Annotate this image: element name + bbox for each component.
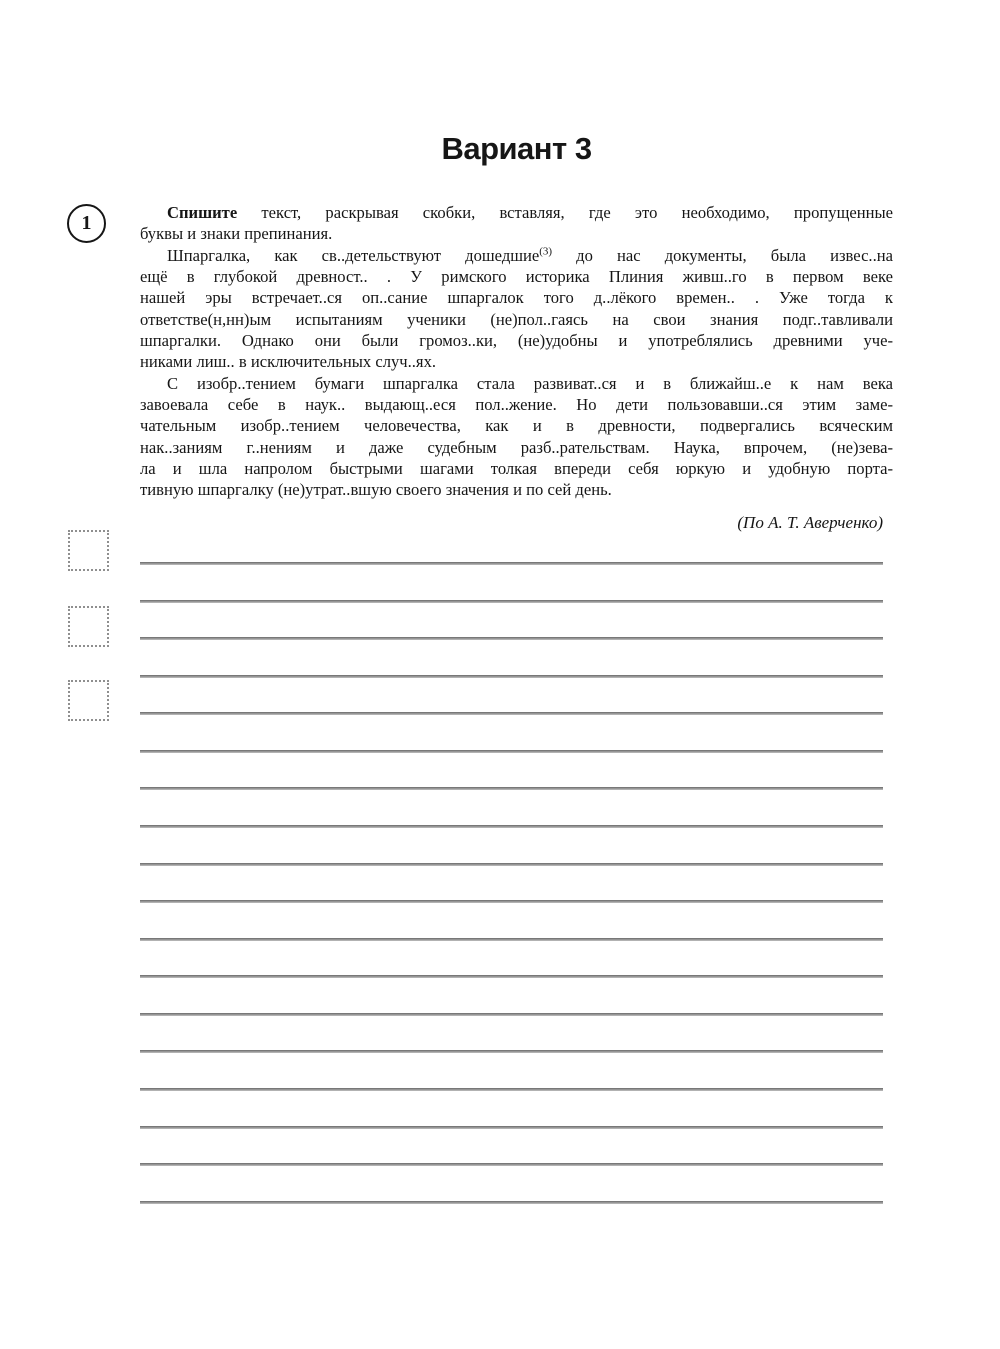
page-title: Вариант 3 xyxy=(441,131,592,166)
answer-line xyxy=(140,715,883,753)
text-line: тивную шпаргалку (не)утрат..вшую своего значения и по сей день. xyxy=(140,480,612,500)
text-line: шпаргалки. Однако они были громоз..ки, (не)удобны и употреблялись древними уче- xyxy=(140,331,893,351)
text-line: нашей эры встречает..ся оп..сание шпаргалок того д..лёкого времен.. . Уже тогда к xyxy=(140,288,893,308)
answer-line xyxy=(140,1016,883,1054)
answer-line xyxy=(140,678,883,716)
text-line: Спишите текст, раскрывая скобки, вставляя, где это необходимо, пропущенные xyxy=(167,203,893,222)
text-line: нак..заниям г..нениям и даже судебным разб..рательствам. Наука, впрочем, (не)зева- xyxy=(140,437,893,457)
text-line: ещё в глубокой древност.. . У римского историка Плиния живш..го в первом веке xyxy=(140,267,893,287)
text-line: Шпаргалка, как св..детельствуют дошедшие$^{(3)}$ до нас документы, была извес..на xyxy=(167,245,893,265)
text-line: ла и шла напролом быстрыми шагами толкая впереди себя юркую и удобную порта- xyxy=(140,459,893,479)
answer-line xyxy=(140,866,883,904)
answer-line xyxy=(140,1091,883,1129)
answer-line xyxy=(140,941,883,979)
text-line: ответстве(н,нн)ым испытаниям ученики (не)пол..гаясь на свои знания подг..тавливали xyxy=(140,309,893,329)
answer-lines xyxy=(140,528,883,1204)
answer-line xyxy=(140,565,883,603)
dotted-square xyxy=(68,606,109,647)
answer-line xyxy=(140,978,883,1016)
answer-line xyxy=(140,603,883,641)
answer-line xyxy=(140,1129,883,1167)
attribution: (По А. Т. Аверченко) xyxy=(737,512,883,532)
text-line: С изобр..тением бумаги шпаргалка стала развиват..ся и в ближайш..е к нам века xyxy=(167,373,893,393)
answer-line xyxy=(140,640,883,678)
dotted-square xyxy=(68,680,109,721)
answer-line xyxy=(140,753,883,791)
text-line: никами лиш.. в исключительных случ..ях. xyxy=(140,352,437,372)
answer-line xyxy=(140,790,883,828)
dotted-square xyxy=(68,530,109,571)
text-line: завоевала себе в наук.. выдающ..еся пол..жение. Но дети пользовавши..ся этим заме- xyxy=(140,395,893,415)
answer-line xyxy=(140,903,883,941)
task-content xyxy=(140,202,893,533)
passage-paragraph-2 xyxy=(140,373,893,501)
text-line: буквы и знаки препинания. xyxy=(140,224,333,244)
passage-paragraph-1 xyxy=(140,245,893,373)
task-number-badge xyxy=(67,204,106,243)
task-number: 1 xyxy=(81,212,92,234)
text-line: чательным изобр..тением человечества, как и в древности, подвергались всяческим xyxy=(140,416,893,436)
answer-line xyxy=(140,1053,883,1091)
answer-line xyxy=(140,528,883,566)
instruction-text xyxy=(140,202,893,245)
answer-line xyxy=(140,828,883,866)
answer-line xyxy=(140,1166,883,1204)
